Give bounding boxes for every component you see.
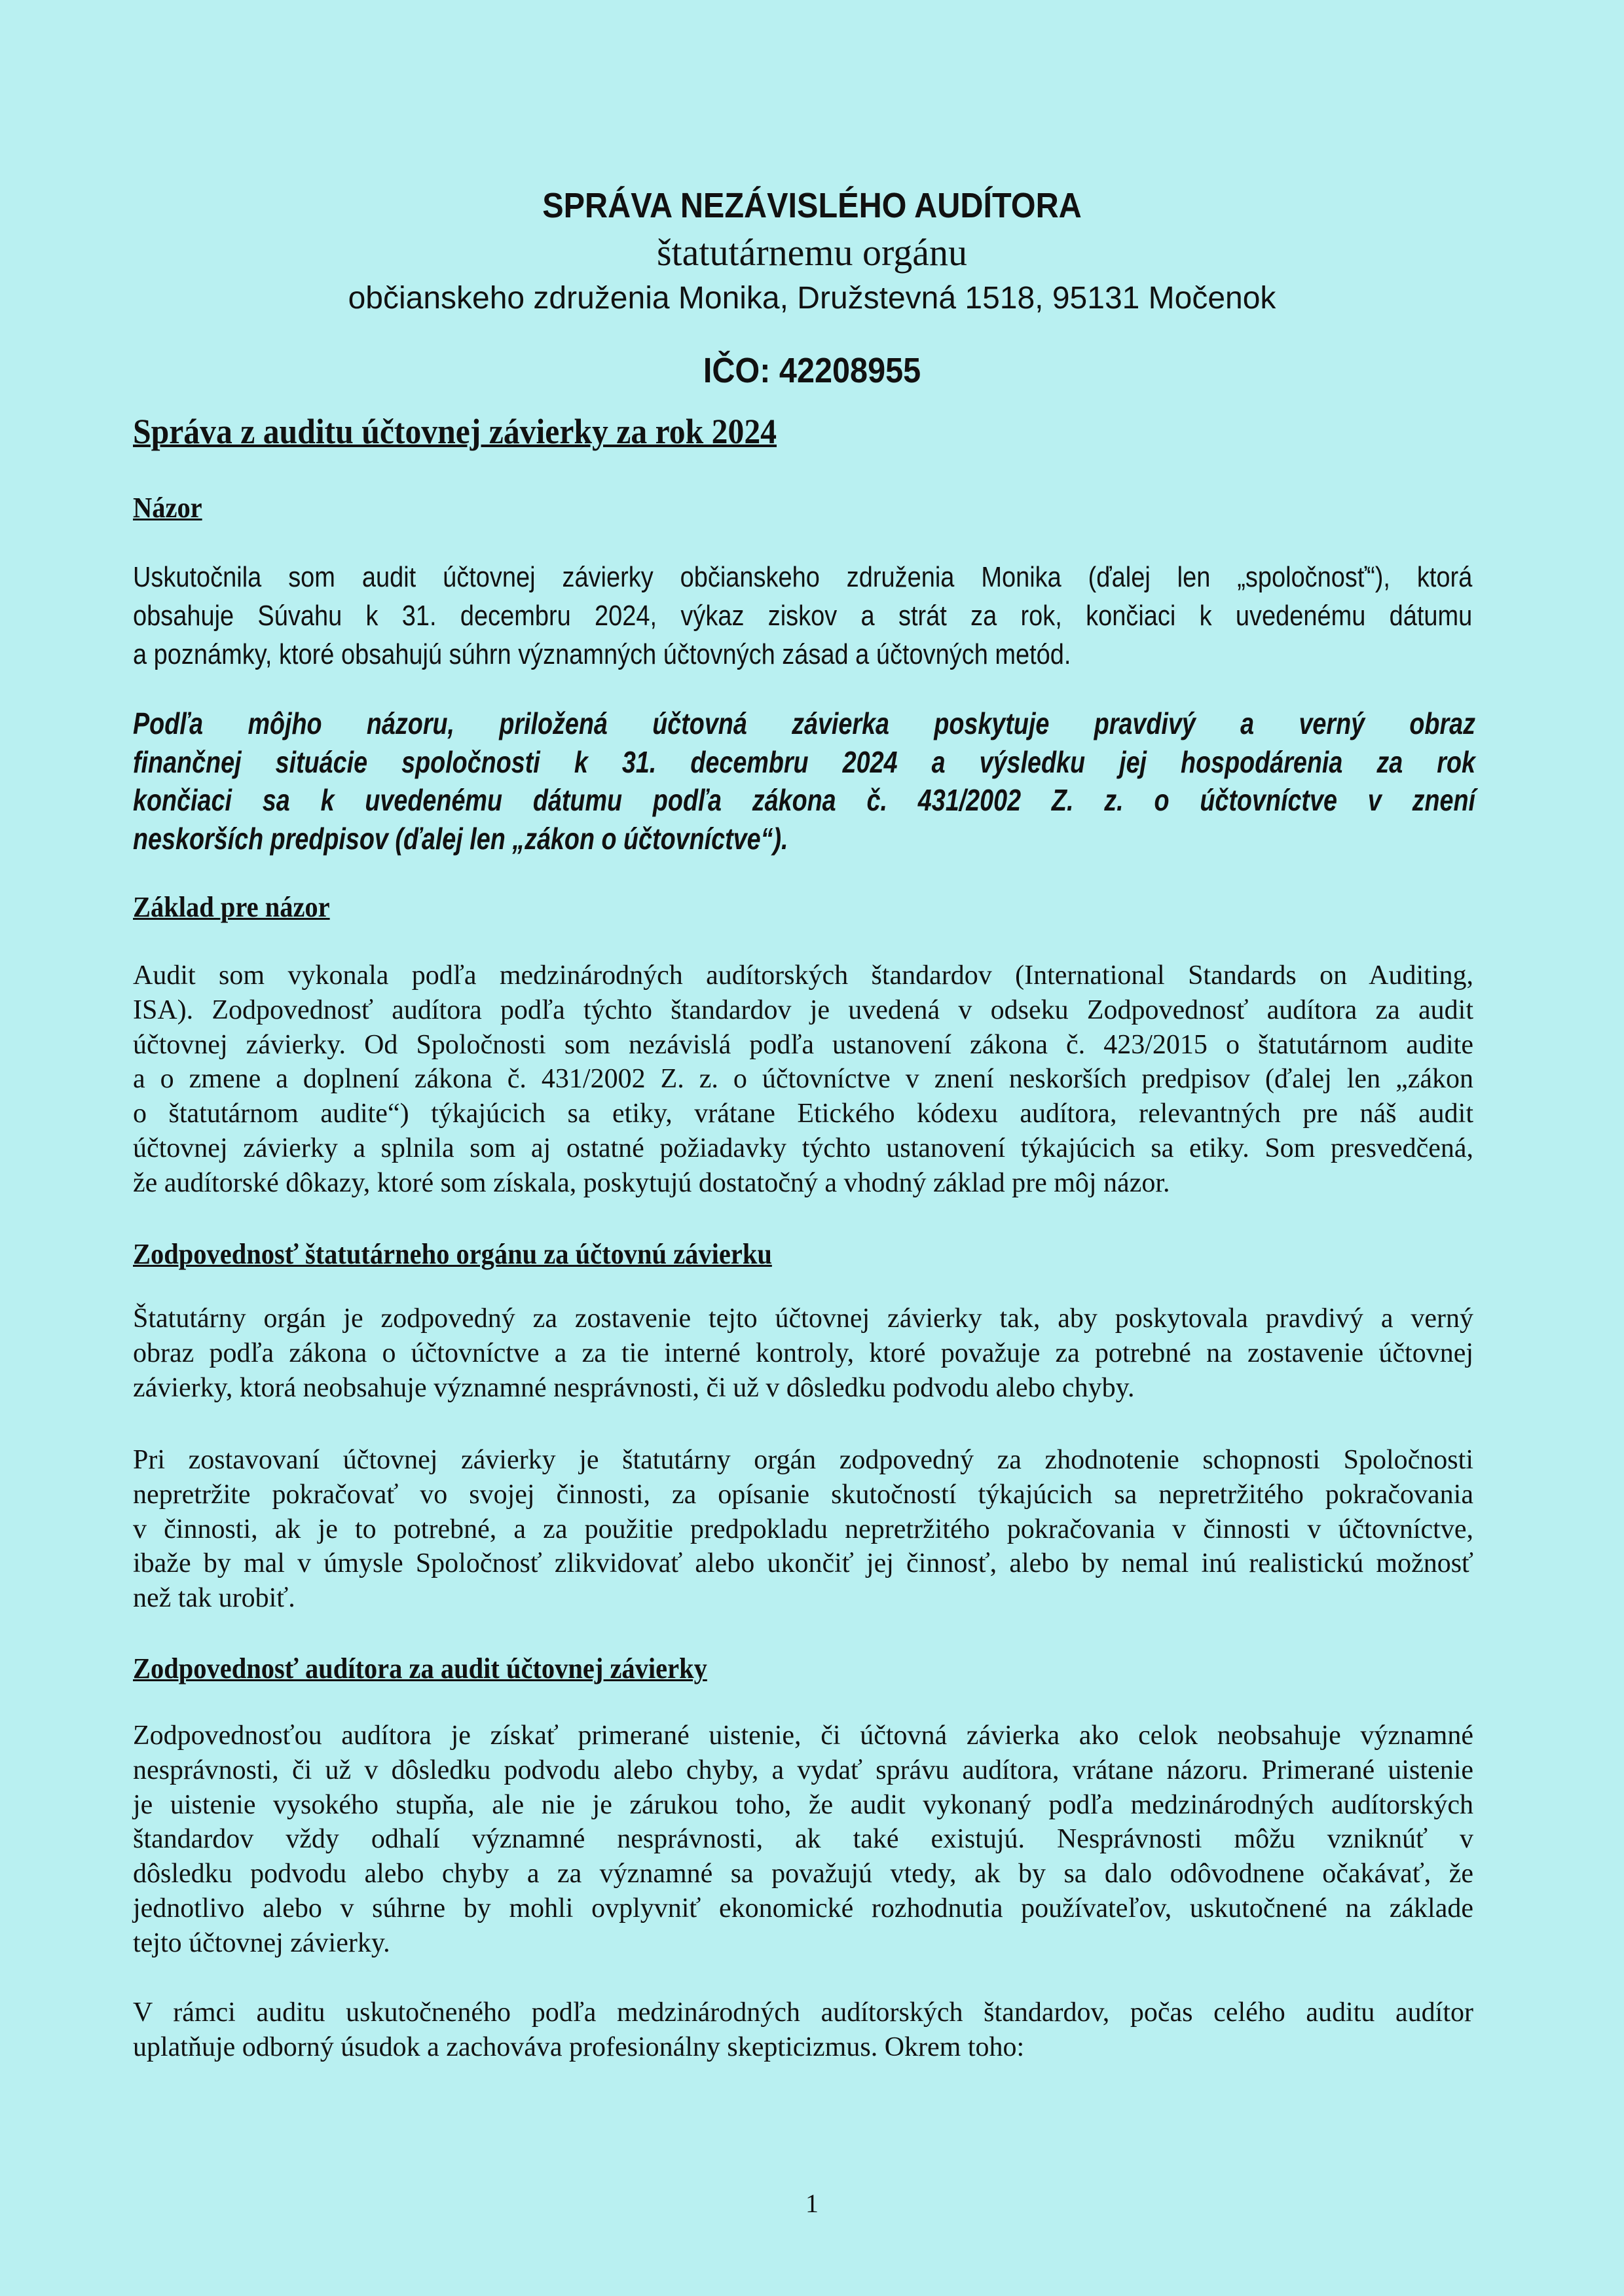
report-subtitle: Správa z auditu účtovnej závierky za rok 2024 bbox=[133, 412, 777, 451]
paragraph-nazor-intro bbox=[133, 558, 1472, 674]
text-line: finančnej situácie spoločnosti k 31. decembru 2024 a výsledku jej hospodárenia za rok bbox=[133, 744, 1475, 779]
company-id: IČO: 42208955 bbox=[703, 351, 921, 390]
text-line: obraz podľa zákona o účtovníctve a za tie interné kontroly, ktoré považuje za potrebné na zostavenie účtovnej bbox=[133, 1338, 1473, 1368]
text-line: V rámci auditu uskutočneného podľa medzinárodných audítorských štandardov, počas celého auditu audítor bbox=[133, 1997, 1473, 2028]
text-line: než tak urobiť. bbox=[133, 1583, 295, 1614]
text-line: uplatňuje odborný úsudok a zachováva profesionálny skepticizmus. Okrem toho: bbox=[133, 2032, 1025, 2062]
text-line: je uistenie vysokého stupňa, ale nie je zárukou toho, že audit vykonaný podľa medzinárodných audítorských bbox=[133, 1789, 1473, 1820]
paragraph-statutar-2 bbox=[133, 1443, 1473, 1616]
text-line: jednotlivo alebo v súhrne by mohli ovplyvniť ekonomické rozhodnutia používateľov, uskutočnené na základe bbox=[133, 1893, 1473, 1923]
text-line: závierky, ktorá neobsahuje významné nesprávnosti, či už v dôsledku podvodu alebo chyby. bbox=[133, 1372, 1135, 1403]
text-line: Uskutočnila som audit účtovnej závierky občianskeho združenia Monika (ďalej len „spoločnosť“), ktorá bbox=[133, 561, 1473, 593]
page-number: 1 bbox=[805, 2189, 819, 2218]
paragraph-auditor-2 bbox=[133, 1995, 1473, 2065]
text-line: Podľa môjho názoru, priložená účtovná závierka poskytuje pravdivý a verný obraz bbox=[133, 706, 1475, 740]
text-line: nesprávnosti, či už v dôsledku podvodu alebo chyby, a vydať správu audítora, vrátane názoru. Primerané uistenie bbox=[133, 1755, 1473, 1785]
text-line: Štatutárny orgán je zodpovedný za zostavenie tejto účtovnej závierky tak, aby poskytovala pravdivý a verný bbox=[133, 1303, 1473, 1334]
heading-nazor: Názor bbox=[133, 492, 202, 524]
text-line: neskorších predpisov (ďalej len „zákon o účtovníctve“). bbox=[133, 821, 788, 856]
text-line: že audítorské dôkazy, ktoré som získala, poskytujú dostatočný a vhodný základ pre môj názor. bbox=[133, 1167, 1170, 1198]
recipient-line: štatutárnemu orgánu bbox=[656, 231, 968, 274]
text-line: v činnosti, ak je to potrebné, a za použitie predpokladu nepretržitého pokračovania v činnosti v účtovníctve, bbox=[133, 1514, 1473, 1544]
text-line: účtovnej závierky a splnila som aj ostatné požiadavky týchto ustanovení týkajúcich sa etiky. Som presvedčená, bbox=[133, 1133, 1473, 1163]
text-line: ISA). Zodpovednosť audítora podľa týchto štandardov je uvedená v odseku Zodpovednosť audítora za audit bbox=[133, 994, 1473, 1025]
text-line: tejto účtovnej závierky. bbox=[133, 1927, 390, 1958]
text-line: Pri zostavovaní účtovnej závierky je štatutárny orgán zodpovedný za zhodnotenie schopnosti Spoločnosti bbox=[133, 1445, 1473, 1475]
text-line: končiaci sa k uvedenému dátumu podľa zákona č. 431/2002 Z. z. o účtovníctve v znení bbox=[133, 783, 1475, 817]
report-main-title: SPRÁVA NEZÁVISLÉHO AUDÍTORA bbox=[542, 186, 1082, 225]
text-line: ibaže by mal v úmysle Spoločnosť zlikvidovať alebo ukončiť jej činnosť, alebo by nemal inú realistickú možnosť bbox=[133, 1548, 1473, 1579]
entity-address: občianskeho združenia Monika, Družstevná 1518, 95131 Močenok bbox=[348, 281, 1276, 316]
paragraph-statutar-1 bbox=[133, 1302, 1473, 1405]
heading-zaklad: Základ pre názor bbox=[133, 891, 330, 923]
text-line: štandardov vždy odhalí významné nesprávnosti, ak také existujú. Nesprávnosti môžu vzniknúť v bbox=[133, 1824, 1473, 1855]
text-line: o štatutárnom audite“) týkajúcich sa etiky, vrátane Etického kódexu audítora, relevantných pre náš audit bbox=[133, 1099, 1473, 1129]
text-line: Audit som vykonala podľa medzinárodných audítorských štandardov (International Standards on Auditing, bbox=[133, 960, 1473, 991]
paragraph-auditor-1 bbox=[133, 1719, 1473, 1961]
paragraph-zaklad bbox=[133, 958, 1473, 1201]
text-line: dôsledku podvodu alebo chyby a za významné sa považujú vtedy, ak by sa dalo odôvodnene očakávať, že bbox=[133, 1859, 1473, 1889]
paragraph-opinion bbox=[133, 704, 1475, 858]
heading-auditor: Zodpovednosť audítora za audit účtovnej závierky bbox=[133, 1652, 707, 1685]
text-line: a o zmene a doplnení zákona č. 431/2002 Z. z. o účtovníctve v znení neskorších predpisov (ďalej len „zákon bbox=[133, 1064, 1473, 1095]
text-line: účtovnej závierky. Od Spoločnosti som nezávislá podľa ustanovení zákona č. 423/2015 o štatutárnom audite bbox=[133, 1029, 1473, 1060]
heading-statutar: Zodpovednosť štatutárneho orgánu za účtovnú závierku bbox=[133, 1238, 772, 1270]
text-line: a poznámky, ktoré obsahujú súhrn významných účtovných zásad a účtovných metód. bbox=[133, 638, 1071, 670]
text-line: obsahuje Súvahu k 31. decembru 2024, výkaz ziskov a strát za rok, končiaci k uvedenému dátumu bbox=[133, 600, 1473, 632]
text-line: nepretržite pokračovať vo svojej činnosti, za opísanie skutočností týkajúcich sa nepretržitého pokračovania bbox=[133, 1479, 1473, 1510]
text-line: Zodpovednosťou audítora je získať primerané uistenie, či účtovná závierka ako celok neobsahuje významné bbox=[133, 1721, 1473, 1751]
